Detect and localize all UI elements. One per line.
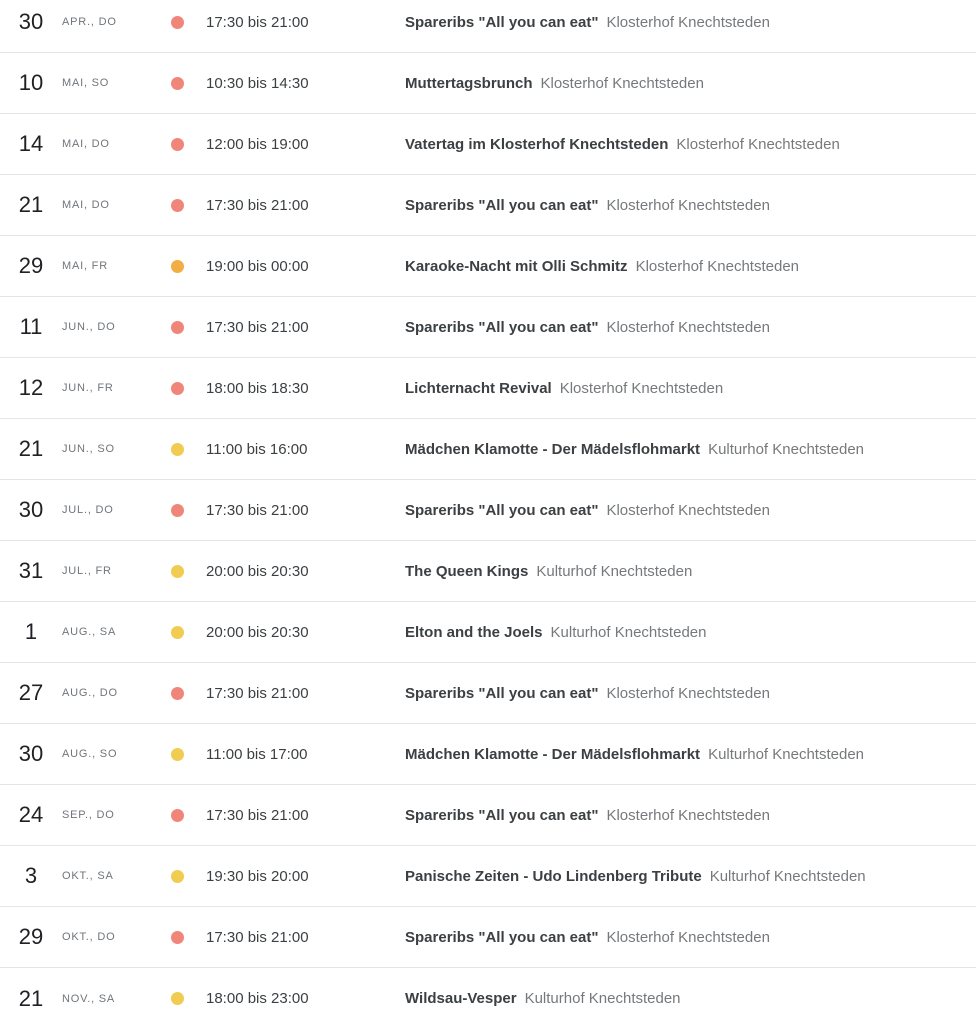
event-color-dot-icon: [171, 565, 184, 578]
event-row[interactable]: [0, 114, 976, 175]
event-title-line: [405, 746, 976, 763]
event-title: Karaoke-Nacht mit Olli Schmitz: [405, 257, 628, 275]
event-title-line: [405, 380, 976, 397]
event-row[interactable]: [0, 724, 976, 785]
event-title-line: [405, 685, 976, 702]
event-date-number: 21: [18, 192, 44, 217]
event-time-range: 18:00 bis 18:30: [206, 379, 309, 397]
event-date-number: 12: [18, 375, 44, 400]
event-row[interactable]: [0, 663, 976, 724]
event-color-dot-icon: [171, 77, 184, 90]
event-title: Vatertag im Klosterhof Knechtsteden: [405, 135, 669, 153]
event-title-line: [405, 502, 976, 519]
event-row[interactable]: [0, 0, 976, 53]
event-time-range: 12:00 bis 19:00: [206, 135, 309, 153]
event-row[interactable]: [0, 358, 976, 419]
event-time-range: 20:00 bis 20:30: [206, 562, 309, 580]
event-location: Klosterhof Knechtsteden: [635, 257, 800, 275]
event-location: Klosterhof Knechtsteden: [606, 196, 770, 214]
event-date-label: AUG., SA: [62, 626, 117, 638]
event-title-line: [405, 624, 976, 641]
event-location: Klosterhof Knechtsteden: [606, 13, 770, 31]
event-row[interactable]: [0, 968, 976, 1029]
event-date-label: OKT., SA: [62, 870, 114, 882]
event-date-number: 29: [18, 924, 44, 949]
event-title: The Queen Kings: [405, 562, 529, 580]
event-time-range: 10:30 bis 14:30: [206, 74, 309, 92]
event-time-range: 17:30 bis 21:00: [206, 196, 309, 214]
event-color-dot-icon: [171, 809, 184, 822]
event-time-range: 20:00 bis 20:30: [206, 623, 309, 641]
event-date-number: 30: [18, 497, 44, 522]
event-title: Spareribs "All you can eat": [405, 196, 599, 214]
event-date-number: 27: [18, 680, 44, 705]
event-row[interactable]: [0, 602, 976, 663]
event-color-dot-icon: [171, 870, 184, 883]
event-title: Spareribs "All you can eat": [405, 13, 599, 31]
event-row[interactable]: [0, 297, 976, 358]
event-title-line: [405, 197, 976, 214]
event-date-number: 3: [24, 863, 38, 888]
event-color-dot-icon: [171, 992, 184, 1005]
event-location: Kulturhof Knechtsteden: [708, 440, 865, 458]
event-title: Spareribs "All you can eat": [405, 501, 599, 519]
event-location: Klosterhof Knechtsteden: [606, 318, 770, 336]
event-date-number: 21: [18, 436, 44, 461]
event-title: Spareribs "All you can eat": [405, 318, 599, 336]
event-color-dot-icon: [171, 382, 184, 395]
event-time-range: 11:00 bis 17:00: [206, 745, 308, 763]
event-date-number: 31: [18, 558, 44, 583]
event-title: Panische Zeiten - Udo Lindenberg Tribute: [405, 867, 702, 885]
event-title-line: [405, 929, 976, 946]
event-color-dot-icon: [171, 931, 184, 944]
event-title-line: [405, 990, 976, 1007]
event-date-label: MAI, DO: [62, 199, 110, 211]
event-date-number: 24: [18, 802, 44, 827]
event-title: Mädchen Klamotte - Der Mädelsflohmarkt: [405, 440, 701, 458]
event-date-number: 10: [18, 70, 44, 95]
event-date-label: JUL., FR: [62, 565, 112, 577]
event-location: Klosterhof Knechtsteden: [559, 379, 724, 397]
event-color-dot-icon: [171, 443, 184, 456]
event-title: Spareribs "All you can eat": [405, 684, 599, 702]
event-title-line: [405, 75, 976, 92]
event-date-label: JUN., DO: [62, 321, 116, 333]
event-location: Kulturhof Knechtsteden: [709, 867, 866, 885]
event-time-range: 17:30 bis 21:00: [206, 318, 309, 336]
event-time-range: 18:00 bis 23:00: [206, 990, 309, 1007]
event-row[interactable]: [0, 907, 976, 968]
event-title-line: [405, 868, 976, 885]
event-time-range: 19:30 bis 20:00: [206, 867, 309, 885]
event-row[interactable]: [0, 236, 976, 297]
event-title-line: [405, 258, 976, 275]
event-date-number: 30: [18, 9, 44, 34]
event-color-dot-icon: [171, 16, 184, 29]
event-title: Wildsau-Vesper: [405, 990, 517, 1007]
event-location: Klosterhof Knechtsteden: [606, 684, 770, 702]
event-location: Kulturhof Knechtsteden: [524, 990, 681, 1007]
event-title: Spareribs "All you can eat": [405, 928, 599, 946]
event-time-range: 17:30 bis 21:00: [206, 501, 309, 519]
event-title: Spareribs "All you can eat": [405, 806, 599, 824]
event-date-label: MAI, SO: [62, 77, 110, 89]
event-date-label: OKT., DO: [62, 931, 116, 943]
event-title: Mädchen Klamotte - Der Mädelsflohmarkt: [405, 745, 701, 763]
event-title: Lichternacht Revival: [405, 379, 552, 397]
event-title-line: [405, 136, 976, 153]
event-date-label: JUN., FR: [62, 382, 114, 394]
event-title-line: [405, 563, 976, 580]
event-time-range: 17:30 bis 21:00: [206, 684, 309, 702]
event-title: Muttertagsbrunch: [405, 74, 533, 92]
event-location: Klosterhof Knechtsteden: [676, 135, 840, 153]
event-row[interactable]: [0, 541, 976, 602]
event-time-range: 17:30 bis 21:00: [206, 13, 309, 31]
event-date-number: 11: [19, 314, 43, 339]
event-color-dot-icon: [171, 748, 184, 761]
event-color-dot-icon: [171, 626, 184, 639]
event-time-range: 17:30 bis 21:00: [206, 928, 309, 946]
event-date-label: APR., DO: [62, 16, 117, 28]
event-color-dot-icon: [171, 687, 184, 700]
event-title-line: [405, 807, 976, 824]
event-date-number: 1: [24, 619, 38, 644]
event-row[interactable]: [0, 419, 976, 480]
event-date-label: MAI, DO: [62, 138, 110, 150]
event-location: Klosterhof Knechtsteden: [540, 74, 704, 92]
event-time-range: 17:30 bis 21:00: [206, 806, 309, 824]
event-location: Klosterhof Knechtsteden: [606, 501, 770, 519]
event-date-number: 30: [18, 741, 44, 766]
event-row[interactable]: [0, 785, 976, 846]
event-color-dot-icon: [171, 504, 184, 517]
event-location: Klosterhof Knechtsteden: [606, 806, 770, 824]
event-date-label: AUG., SO: [62, 748, 118, 760]
event-time-range: 11:00 bis 16:00: [206, 440, 308, 458]
event-date-label: SEP., DO: [62, 809, 115, 821]
event-title-line: [405, 14, 976, 31]
event-time-range: 19:00 bis 00:00: [206, 257, 309, 275]
event-color-dot-icon: [171, 199, 184, 212]
event-location: Kulturhof Knechtsteden: [536, 562, 693, 580]
event-color-dot-icon: [171, 260, 184, 273]
event-location: Kulturhof Knechtsteden: [708, 745, 865, 763]
event-date-number: 21: [18, 985, 44, 1011]
event-date-label: MAI, FR: [62, 260, 108, 272]
event-location: Kulturhof Knechtsteden: [550, 623, 707, 641]
event-date-label: AUG., DO: [62, 687, 118, 699]
event-date-label: JUN., SO: [62, 443, 115, 455]
event-row[interactable]: [0, 53, 976, 114]
event-date-label: JUL., DO: [62, 504, 114, 516]
event-color-dot-icon: [171, 321, 184, 334]
event-date-number: 29: [18, 253, 44, 278]
event-row[interactable]: [0, 480, 976, 541]
event-title-line: [405, 319, 976, 336]
event-row[interactable]: [0, 846, 976, 907]
event-location: Klosterhof Knechtsteden: [606, 928, 770, 946]
event-row[interactable]: [0, 175, 976, 236]
event-date-number: 14: [18, 131, 44, 156]
event-title-line: [405, 441, 976, 458]
event-date-label: NOV., SA: [62, 992, 116, 1005]
event-color-dot-icon: [171, 138, 184, 151]
event-title: Elton and the Joels: [405, 623, 543, 641]
